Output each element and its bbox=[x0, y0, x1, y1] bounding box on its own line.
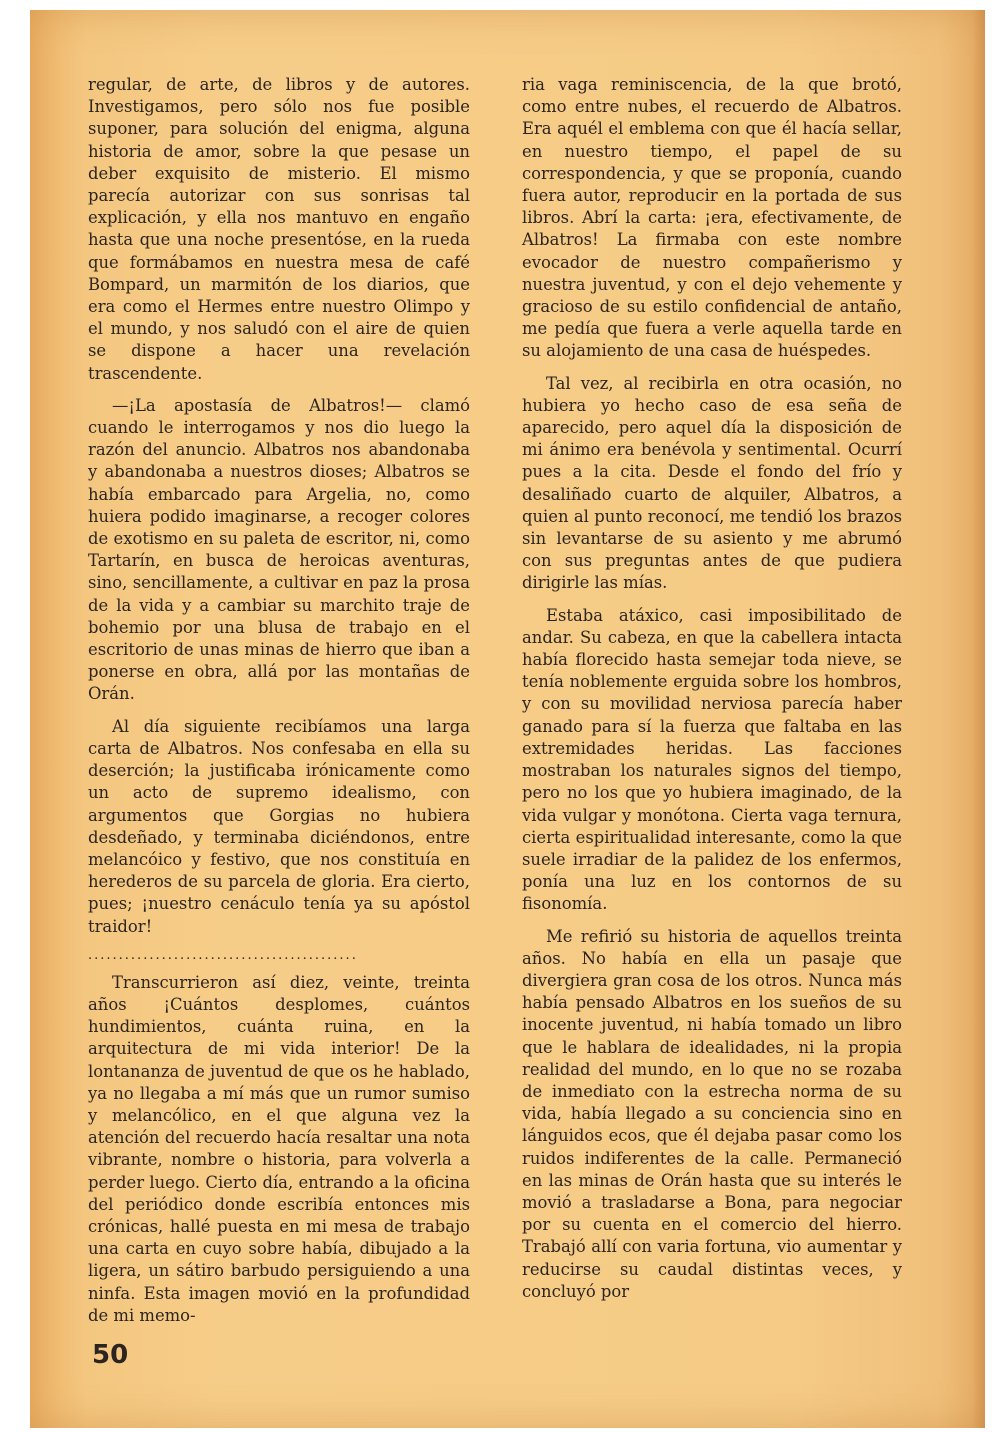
paragraph: regular, de arte, de libros y de autores. Investigamos, pero sólo nos fue posible suponer, para solución del enigma, alguna historia de amor, sobre la que pesase un deber exquisito de misterio. El mismo parecía autorizar con sus sonrisas tal explicación, y ella nos mantuvo en engaño hasta que una noche presentóse, en la rueda que formábamos en nuestra mesa de café Bompard, un marmitón de los diarios, que era como el Hermes entre nuestro Olimpo y el mundo, y nos saludó con el aire de quien se dispone a hacer una revelación trascendente. bbox=[88, 75, 470, 383]
book-page bbox=[30, 10, 985, 1428]
paragraph: Transcurrieron así diez, veinte, treinta años ¡Cuántos desplomes, cuántos hundimientos, cuánta ruina, en la arquitectura de mi vida interior! De la lontananza de juventud de que os he hablado, ya no llegaba a mí más que un rumor sumiso y melancólico, en el que alguna vez la atención del recuerdo hacía resaltar una nota vibrante, nombre o historia, para volverla a perder luego. Cierto día, entrando a la oficina del periódico donde escribía entonces mis crónicas, hallé puesta en mi mesa de trabajo una carta en cuyo sobre había, dibujado a la ligera, un sátiro barbudo persiguiendo a una ninfa. Esta imagen movió en la profundidad de mi memo- bbox=[88, 972, 470, 1325]
page-number: 50 bbox=[92, 1340, 129, 1370]
paragraph: Al día siguiente recibíamos una larga carta de Albatros. Nos confesaba en ella su deserción; la justificaba irónicamente como un acto de supremo idealismo, con argumentos que Gorgias no hubiera desdeñado, y terminaba diciéndonos, entre melancóico y festivo, que nos constituía en herederos de su parcela de gloria. Era cierto, pues; ¡nuestro cenáculo tenía ya su apóstol traidor! bbox=[88, 716, 470, 936]
paragraph: Tal vez, al recibirla en otra ocasión, no hubiera yo hecho caso de esa seña de aparecido, pero aquel día la disposición de mi ánimo era benévola y sentimental. Ocurrí pues a la cita. Desde el fondo del frío y desaliñado cuarto de alquiler, Albatros, a quien al punto reconocí, me tendió los brazos sin levantarse de su asiento y me abrumó con sus preguntas antes de que pudiera dirigirle las mías. bbox=[522, 373, 902, 593]
paragraph: Me refirió su historia de aquellos treinta años. No había en ella un pasaje que divergiera gran cosa de los otros. Nunca más había pensado Albatros en los sueños de su inocente juventud, ni había tomado un libro que le hablara de idealidades, ni la propia realidad del mundo, en lo que no se rozaba de inmediato con la estrecha norma de su vida, había llegado a su conciencia sino en lánguidos ecos, que él dejaba pasar como los ruidos indiferentes de la calle. Permaneció en las minas de Orán hasta que su interés le movió a trasladarse a Bona, para negociar por su cuenta en el comercio del hierro. Trabajó allí con varia fortuna, vio aumentar y reducirse su caudal distintas veces, y concluyó por bbox=[522, 926, 902, 1301]
paragraph: ria vaga reminiscencia, de la que brotó, como entre nubes, el recuerdo de Albatros. Era aquél el emblema con que él hacía sellar, en nuestro tiempo, el papel de su correspondencia, y que se proponía, cuando fuera autor, reproducir en la portada de sus libros. Abrí la carta: ¡era, efectivamente, de Albatros! La firmaba con este nombre evocador de nuestro compañerismo y nuestra juventud, y con el dejo vehemente y gracioso de su estilo confidencial de antaño, me pedía que fuera a verle aquella tarde en su alojamiento de una casa de huéspedes. bbox=[522, 75, 902, 361]
paragraph: Estaba atáxico, casi imposibilitado de andar. Su cabeza, en que la cabellera intacta había florecido hasta semejar toda nieve, se tenía noblemente erguida sobre los hombros, y con su movilidad nerviosa parecía haber ganado para sí la fuerza que faltaba en las extremidades heridas. Las facciones mostraban los naturales signos del tiempo, pero no los que yo hubiera imaginado, de la vida vulgar y monótona. Cierta vaga ternura, cierta espiritualidad interesante, como la que suele irradiar de la palidez de los enfermos, ponía una luz en los contornos de su fisonomía. bbox=[522, 605, 902, 914]
page-edge-shadow bbox=[973, 10, 985, 1428]
right-column bbox=[522, 74, 902, 1313]
section-separator: ............................................ bbox=[88, 947, 358, 963]
paragraph: —¡La apostasía de Albatros!— clamó cuando le interrogamos y nos dio luego la razón del anuncio. Albatros nos abandonaba y abandonaba a nuestros dioses; Albatros se había embarcado para Argelia, no, como huiera podido imaginarse, a recoger colores de exotismo en su paleta de escritor, ni, como Tartarín, en busca de heroicas aventuras, sino, sencillamente, a cultivar en paz la prosa de la vida y a cambiar su marchito traje de bohemio por una blusa de trabajo en el escritorio de unas minas de hierro que iban a ponerse en obra, allá por las montañas de Orán. bbox=[88, 395, 470, 704]
left-column bbox=[88, 74, 470, 1337]
